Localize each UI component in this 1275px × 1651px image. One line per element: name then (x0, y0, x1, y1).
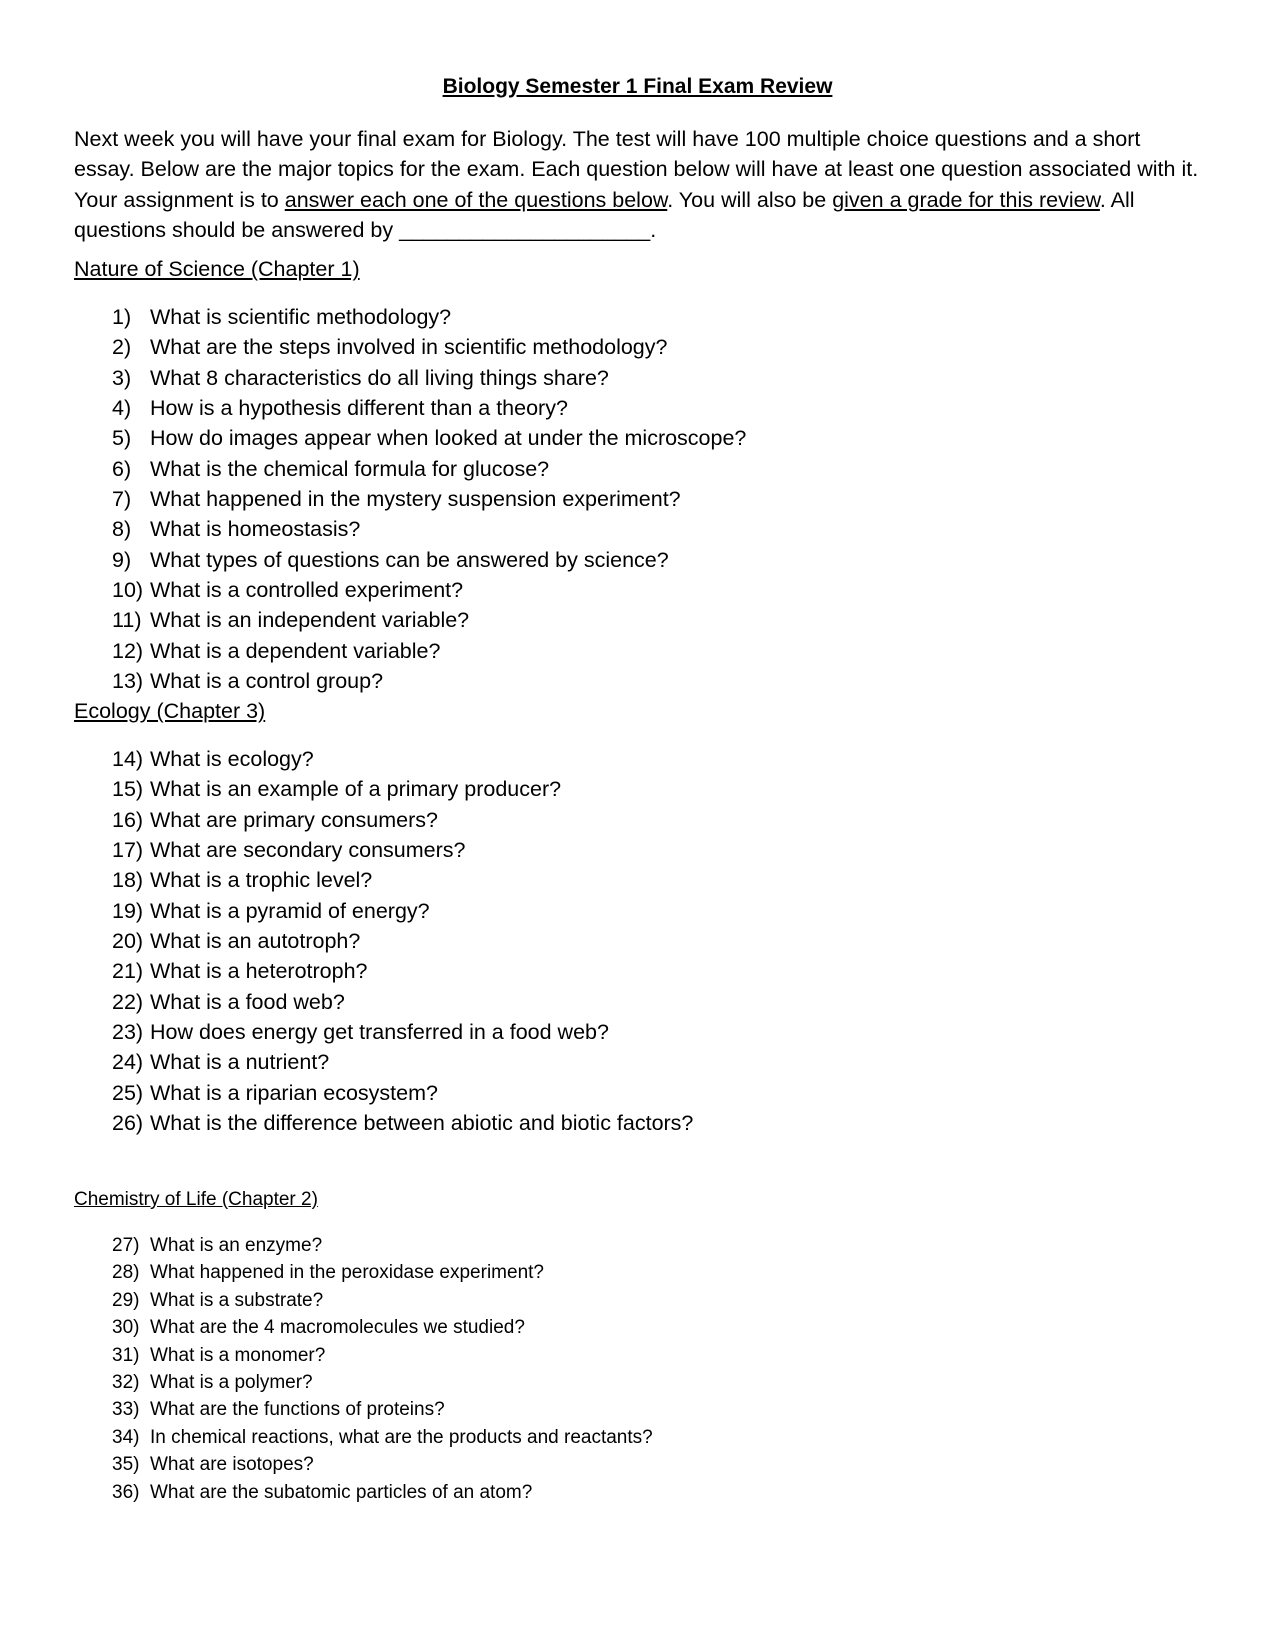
question-text: What is a pyramid of energy? (150, 898, 430, 923)
intro-underline-grade: given a grade for this review (832, 187, 1100, 212)
question-number: 33) (112, 1399, 140, 1421)
question-text: What is a monomer? (150, 1344, 326, 1366)
question-text: What is a riparian ecosystem? (150, 1080, 438, 1105)
question-number: 16) (112, 807, 144, 832)
question-text: What is a polymer? (150, 1372, 313, 1394)
question-item (112, 1479, 653, 1506)
document-title (0, 74, 1275, 100)
question-number: 18) (112, 868, 144, 893)
question-number: 17) (112, 838, 144, 863)
question-text: What are secondary consumers? (150, 838, 466, 863)
question-item (112, 484, 746, 514)
question-number: 4) (112, 396, 132, 421)
question-list-nature-of-science (112, 302, 746, 696)
question-number: 28) (112, 1262, 140, 1284)
question-number: 25) (112, 1080, 144, 1105)
title-text: Biology Semester 1 Final Exam Review (442, 75, 833, 98)
question-text: What is a dependent variable? (150, 638, 441, 663)
question-item (112, 454, 746, 484)
question-number: 22) (112, 989, 144, 1014)
question-text: What is a food web? (150, 989, 345, 1014)
question-text: What is a heterotroph? (150, 959, 368, 984)
question-item (112, 605, 746, 635)
question-item (112, 666, 746, 696)
question-item (112, 1424, 653, 1451)
question-list-chemistry-of-life (112, 1232, 653, 1506)
question-item (112, 1314, 653, 1341)
question-number: 13) (112, 669, 144, 694)
question-text: What is an example of a primary producer? (150, 777, 562, 802)
section-heading-chemistry-of-life: Chemistry of Life (Chapter 2) (74, 1189, 318, 1210)
question-text: What are the functions of proteins? (150, 1399, 445, 1421)
question-item (112, 956, 693, 986)
question-number: 9) (112, 547, 132, 572)
question-item (112, 865, 693, 895)
question-number: 23) (112, 1020, 144, 1045)
question-item (112, 363, 746, 393)
question-number: 6) (112, 456, 132, 481)
question-text: What is an independent variable? (150, 608, 470, 633)
question-number: 15) (112, 777, 144, 802)
question-number: 21) (112, 959, 144, 984)
question-text: What is a controlled experiment? (150, 578, 464, 603)
question-number: 35) (112, 1454, 140, 1476)
question-item (112, 1047, 693, 1077)
question-item (112, 774, 693, 804)
question-number: 2) (112, 335, 132, 360)
section-heading-nature-of-science: Nature of Science (Chapter 1) (74, 257, 360, 281)
intro-part-2: . You will also be (667, 187, 833, 212)
question-text: In chemical reactions, what are the products and reactants? (150, 1426, 653, 1448)
intro-part-3: . All questions should be answered by (74, 187, 1135, 242)
question-text: What is scientific methodology? (150, 305, 452, 329)
question-number: 36) (112, 1481, 140, 1503)
intro-part-1: Next week you will have your final exam for Biology. The test will have 100 multiple choice questions and a short essay. Below are the major topics for the exam. Each question below will have at least one question associated with it. Your assignment is to (74, 127, 1199, 212)
question-text: What is the difference between abiotic and biotic factors? (150, 1111, 694, 1136)
question-text: What are isotopes? (150, 1454, 314, 1476)
question-text: What is a substrate? (150, 1289, 324, 1311)
question-number: 34) (112, 1426, 140, 1448)
question-text: What 8 characteristics do all living things share? (150, 365, 609, 390)
question-number: 20) (112, 929, 144, 954)
question-text: What are the steps involved in scientific methodology? (150, 335, 668, 360)
question-item (112, 1017, 693, 1047)
question-text: What is a trophic level? (150, 868, 373, 893)
question-number: 7) (112, 487, 132, 512)
question-item (112, 1232, 653, 1259)
question-text: What is an autotroph? (150, 929, 361, 954)
intro-part-4: . (650, 217, 657, 242)
section-heading-ecology: Ecology (Chapter 3) (74, 699, 266, 723)
question-text: What are primary consumers? (150, 807, 438, 832)
question-number: 29) (112, 1289, 140, 1311)
question-item (112, 896, 693, 926)
question-list-ecology (112, 744, 693, 1138)
question-item (112, 926, 693, 956)
question-number: 26) (112, 1111, 144, 1136)
question-item (112, 835, 693, 865)
question-text: How is a hypothesis different than a theory? (150, 396, 568, 421)
question-item (112, 575, 746, 605)
question-text: What is a control group? (150, 669, 384, 694)
question-item (112, 1259, 653, 1286)
intro-underline-answer-questions: answer each one of the questions below (284, 187, 668, 212)
question-text: What are the subatomic particles of an atom? (150, 1481, 533, 1503)
question-text: What are the 4 macromolecules we studied? (150, 1317, 525, 1339)
question-number: 19) (112, 898, 144, 923)
question-number: 31) (112, 1344, 140, 1366)
question-number: 10) (112, 578, 144, 603)
question-text: What types of questions can be answered by science? (150, 547, 669, 572)
question-text: How does energy get transferred in a food web? (150, 1020, 609, 1045)
question-text: What is the chemical formula for glucose? (150, 456, 550, 481)
question-item (112, 1451, 653, 1478)
question-item (112, 1287, 653, 1314)
question-item (112, 636, 746, 666)
question-item (112, 423, 746, 453)
question-number: 32) (112, 1372, 140, 1394)
question-text: What is homeostasis? (150, 517, 361, 542)
question-item (112, 332, 746, 362)
question-item (112, 744, 693, 774)
question-item (112, 393, 746, 423)
question-text: What happened in the mystery suspension experiment? (150, 487, 681, 512)
question-number: 24) (112, 1050, 144, 1075)
question-number: 14) (112, 747, 144, 771)
question-text: How do images appear when looked at under the microscope? (150, 426, 747, 451)
question-item (112, 545, 746, 575)
question-item (112, 1078, 693, 1108)
due-date-blank: _____________________ (399, 217, 651, 242)
question-number: 30) (112, 1317, 140, 1339)
question-number: 5) (112, 426, 132, 451)
question-item (112, 1342, 653, 1369)
question-number: 8) (112, 517, 132, 542)
intro-paragraph (74, 124, 1204, 245)
question-item (112, 1396, 653, 1423)
question-number: 27) (112, 1235, 140, 1256)
question-item (112, 987, 693, 1017)
question-text: What is ecology? (150, 747, 314, 771)
question-number: 12) (112, 638, 144, 663)
question-text: What is a nutrient? (150, 1050, 330, 1075)
question-text: What happened in the peroxidase experiment? (150, 1262, 544, 1284)
question-item (112, 1108, 693, 1138)
question-text: What is an enzyme? (150, 1235, 323, 1256)
question-number: 3) (112, 365, 132, 390)
question-item (112, 805, 693, 835)
question-number: 1) (112, 305, 132, 329)
question-item (112, 1369, 653, 1396)
question-item (112, 514, 746, 544)
question-number: 11) (112, 608, 142, 633)
question-item (112, 302, 746, 332)
